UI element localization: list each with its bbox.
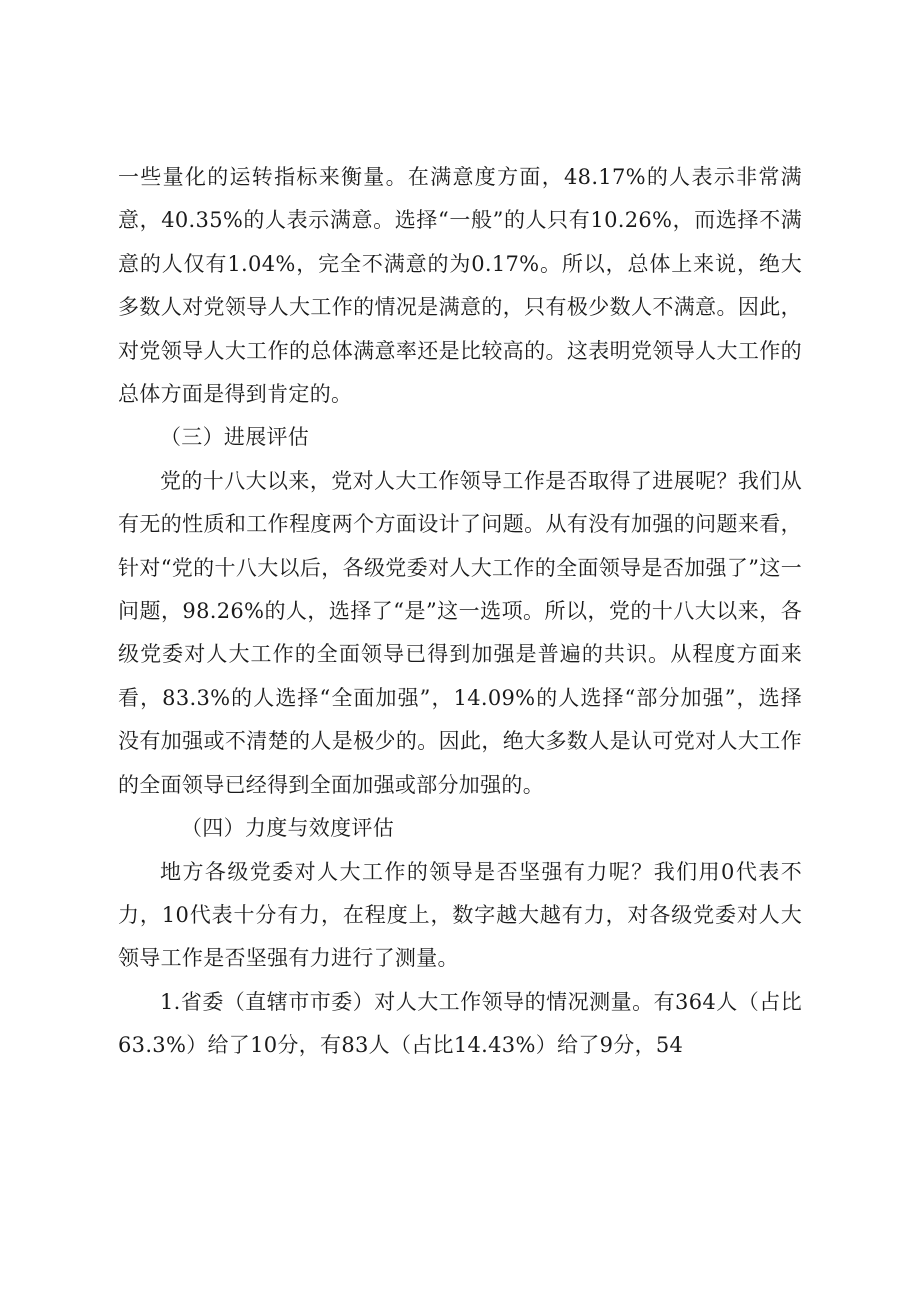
section-heading-strength: （四）力度与效度评估 — [181, 816, 394, 841]
paragraph-progress: 党的十八大以来，党对人大工作领导工作是否取得了进展呢？我们从有无的性质和工作程度两个方面设计了问题。从有没有加强的问题来看，针对“党的十八大以后，各级党委对人大工作的全面领导是否加强了”这一问题，98.26%的人，选择了“是”这一选项。所以，党的十八大以来，各级党委对人大工作的全面领导已得到加强是普遍的共识。从程度方面来看，83.3%的人选择“全面加强”，14.09%的人选择“部分加强”，选择没有加强或不清楚的人是极少的。因此，绝大多数人是认可党对人大工作的全面领导已经得到全面加强或部分加强的。 — [118, 468, 802, 797]
paragraph-provincial: 1.省委（直辖市市委）对人大工作领导的情况测量。有364人（占比63.3%）给了10分，有83人（占比14.43%）给了9分，54 — [118, 989, 802, 1058]
section-heading-progress: （三）进展评估 — [160, 425, 310, 450]
document-body — [118, 156, 802, 1068]
paragraph-satisfaction: 一些量化的运转指标来衡量。在满意度方面，48.17%的人表示非常满意，40.35%的人表示满意。选择“一般”的人只有10.26%，而选择不满意的人仅有1.04%，完全不满意的为0.17%。所以，总体上来说，绝大多数人对党领导人大工作的情况是满意的，只有极少数人不满意。因此，对党领导人大工作的总体满意率还是比较高的。这表明党领导人大工作的总体方面是得到肯定的。 — [118, 165, 802, 407]
paragraph-strength: 地方各级党委对人大工作的领导是否坚强有力呢？我们用0代表不力，10代表十分有力，在程度上，数字越大越有力，对各级党委对人大领导工作是否坚强有力进行了测量。 — [118, 859, 802, 971]
